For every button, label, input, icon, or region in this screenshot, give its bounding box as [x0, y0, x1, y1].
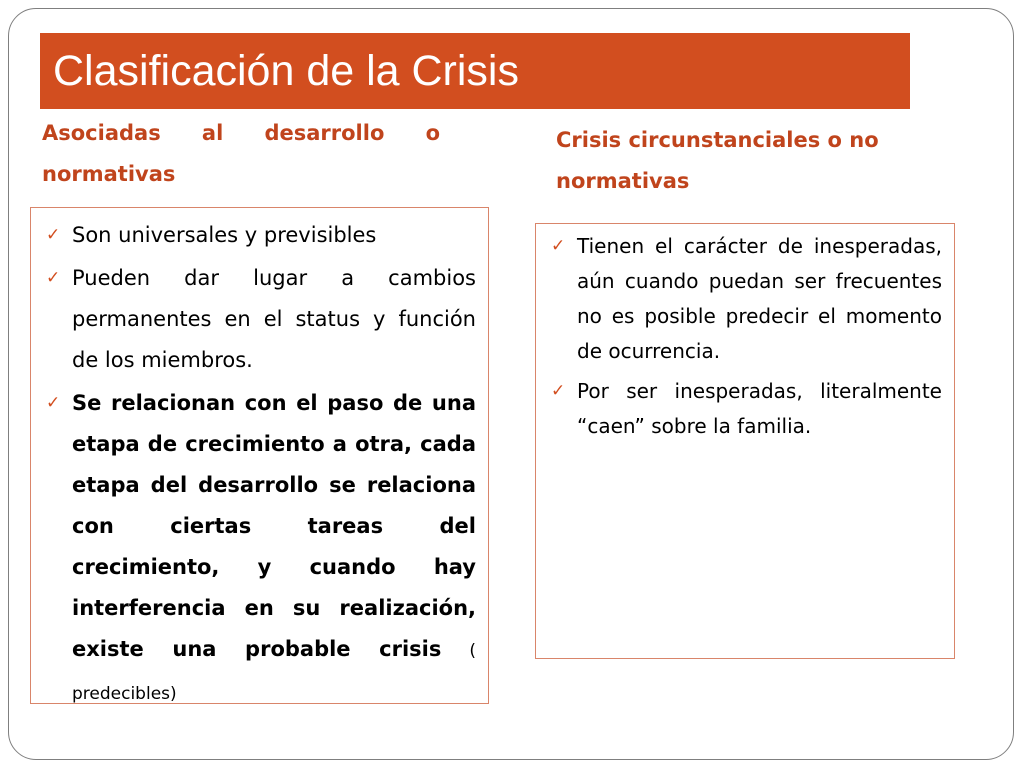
- bullet-note: ( predecibles): [72, 641, 476, 704]
- list-item: [44, 258, 476, 381]
- bullet-text: Son universales y previsibles: [72, 223, 377, 247]
- left-bullet-list: [44, 215, 476, 717]
- slide-title: Clasificación de la Crisis: [53, 47, 519, 95]
- check-icon: ✓: [551, 236, 566, 256]
- list-item: [549, 229, 942, 369]
- check-icon: ✓: [551, 381, 566, 401]
- list-item: [549, 374, 942, 444]
- check-icon: ✓: [46, 393, 61, 413]
- bullet-text: Tienen el carácter de inesperadas, aún cuando puedan ser frecuentes no es posible predecir el momento de ocurrencia.: [577, 234, 942, 363]
- list-item: [44, 215, 476, 256]
- check-icon: ✓: [46, 268, 61, 288]
- bullet-text: Por ser inesperadas, literalmente “caen” sobre la familia.: [577, 379, 942, 438]
- bullet-bold-text: Se relacionan con el paso de una etapa de crecimiento a otra, cada etapa del desarrollo se relaciona con ciertas tareas del crecimiento, y cuando hay interferencia en su realización, existe una probable crisis: [72, 391, 476, 661]
- right-bullet-list: [549, 229, 942, 449]
- list-item: [44, 383, 476, 715]
- right-column-heading: Crisis circunstanciales o no normativas: [556, 128, 879, 193]
- check-icon: ✓: [46, 225, 61, 245]
- bullet-text: Pueden dar lugar a cambios permanentes en el status y función de los miembros.: [72, 266, 476, 372]
- title-bar: [40, 33, 910, 109]
- left-column-heading: Asociadas al desarrollo o normativas: [42, 121, 440, 186]
